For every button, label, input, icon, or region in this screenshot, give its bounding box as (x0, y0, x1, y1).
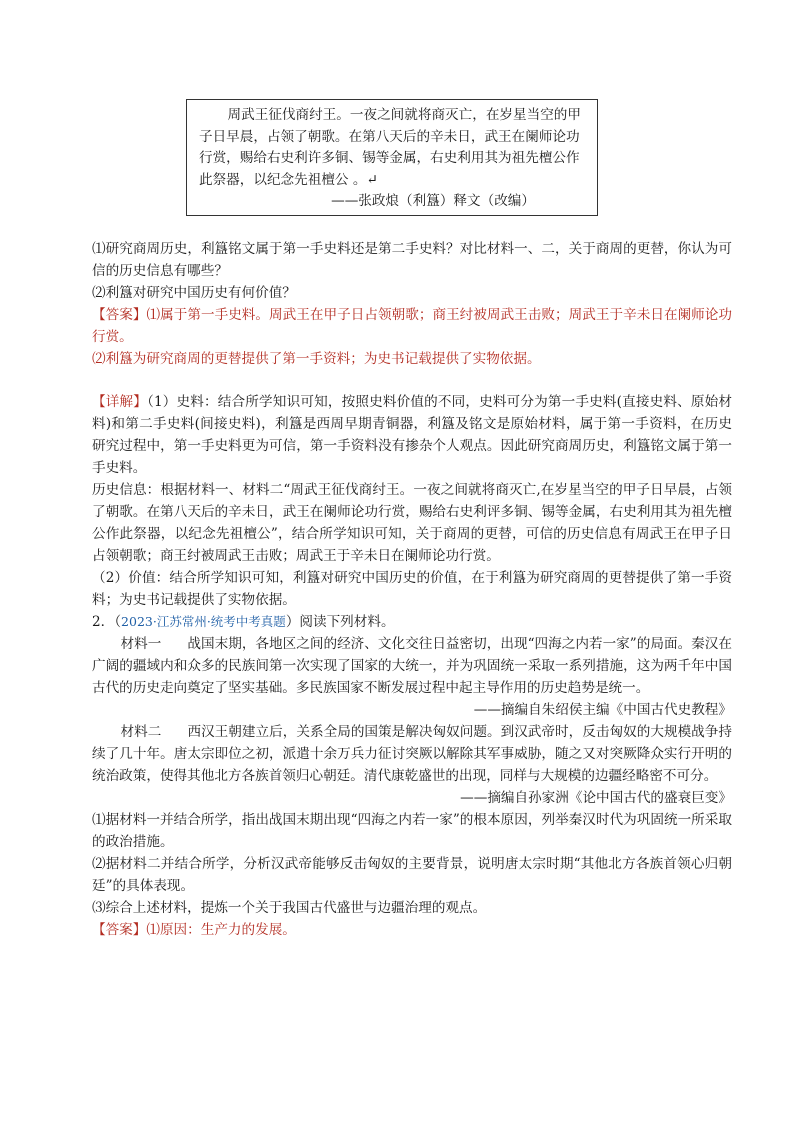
answer-text: ⑴属于第一手史料。周武王在甲子日占领朝歌；商王纣被周武王击败；周武王于辛未日在阑师论功行赏。 (92, 307, 733, 345)
material-1-label: 材料一 (120, 636, 162, 652)
q2-answer-label: 【答案】 (92, 922, 147, 938)
q1-question-1: ⑴研究商周历史，利簋铭文属于第一手史料还是第二手史料？对比材料一、二，关于商周的更替，你认为可信的历史信息有哪些？ (92, 241, 732, 279)
material-1-text: 战国末期，各地区之间的经济、文化交往日益密切，出现“四海之内若一家”的局面。秦汉在广阔的疆域内和众多的民族间第一次实现了国家的大统一，并为巩固统一采取一系列措施，这为两千年中国古代的历史走向奠定了坚实基础。多民族国家不断发展过程中起主导作用的历史趋势是统一。 (92, 636, 732, 696)
q2-material-2-source: ——摘编自孙家洲《论中国古代的盛衰巨变》 (460, 790, 732, 806)
material-2-text: 西汉王朝建立后，关系全局的国策是解决匈奴问题。到汉武帝时，反击匈奴的大规模战争持续了几十年。唐太宗即位之初，派遣十余万兵力征讨突厥以解除其军事威胁，随之又对突厥降众实行开明的统治政策，使得其他北方各族首领归心朝廷。清代康乾盛世的出现，同样与大规模的边疆经略密不可分。 (92, 724, 732, 784)
q1-detail-3: （2）价值：结合所学知识可知，利簋对研究中国历史的价值，在于利簋为研究商周的更替提供了第一手资料；为史书记载提供了实物依据。 (92, 570, 732, 608)
q1-detail-2: 历史信息：根据材料一、材料二“周武王征伐商纣王。一夜之间就将商灭亡,在岁星当空的甲子日早晨，占领了朝歌。在第八天后的辛未日，武王在阑师论功行赏，赐给右史利评多铜、锡等金属，右史利用其为祖先檀公作此祭器，以纪念先祖檀公”，结合所学知识可知，关于商周的更替，可信的历史信息有周武王在甲子日占领朝歌；商王纣被周武王击败；周武王于辛未日在阑师论功行赏。 (92, 482, 732, 564)
material-source: ——张政烺（利簋）释文（改编） (331, 193, 535, 209)
q2-number: 2．（ (92, 614, 122, 630)
q2-material-2 (92, 721, 732, 787)
q2-answer-1 (92, 919, 732, 941)
q1-answer-1 (92, 304, 732, 348)
main-content (92, 238, 732, 941)
answer-label: 【答案】 (92, 307, 147, 323)
q1-detail-1 (92, 391, 732, 479)
q1-answer-2: ⑵利簋为研究商周的更替提供了第一手资料；为史书记载提供了实物依据。 (92, 351, 541, 367)
detail-text: （1）史料：结合所学知识可知，按照史料价值的不同，史料可分为第一手史料(直接史料、原始材料)和第二手史料(间接史料)，利簋是西周早期青铜器，利簋及铭文是原始材料，属于第一手资料，在历史研究过程中，第一手史料更为可信，第一手资料没有掺杂个人观点。因此研究商周历史，利簋铭文属于第一手史料。 (92, 394, 732, 476)
q2-question-2: ⑵据材料二并结合所学，分析汉武帝能够反击匈奴的主要背景，说明唐太宗时期“其他北方各族首领心归朝廷”的具体表现。 (92, 856, 732, 894)
q2-header (92, 611, 732, 633)
q2-question-1: ⑴据材料一并结合所学，指出战国末期出现“四海之内若一家”的根本原因，列举秦汉时代为巩固统一所采取的政治措施。 (92, 812, 732, 850)
material-text: 周武王征伐商纣王。一夜之间就将商灭亡，在岁星当空的甲子日早晨，占领了朝歌。在第八天后的辛未日，武王在阑师论功行赏，赐给右史利许多铜、锡等金属，右史利用其为祖先檀公作此祭器，以纪念先祖檀公 。↵ (199, 107, 581, 188)
q2-material-1-source: ——摘编自朱绍侯主编《中国古代史教程》 (473, 702, 732, 718)
q1-question-2: ⑵利簋对研究中国历史有何价值？ (92, 285, 296, 301)
q2-intro: ）阅读下列材料。 (285, 614, 395, 630)
material-box (186, 99, 598, 216)
q2-material-1 (92, 633, 732, 699)
q2-question-3: ⑶综合上述材料，提炼一个关于我国古代盛世与边疆治理的观点。 (92, 900, 487, 916)
q2-answer-text: ⑴原因：生产力的发展。 (146, 922, 296, 938)
q2-source-tag: 2023·江苏常州·统考中考真题 (121, 614, 286, 629)
spacer (92, 370, 732, 391)
detail-label: 【详解】 (92, 394, 148, 410)
material-2-label: 材料二 (120, 724, 162, 740)
